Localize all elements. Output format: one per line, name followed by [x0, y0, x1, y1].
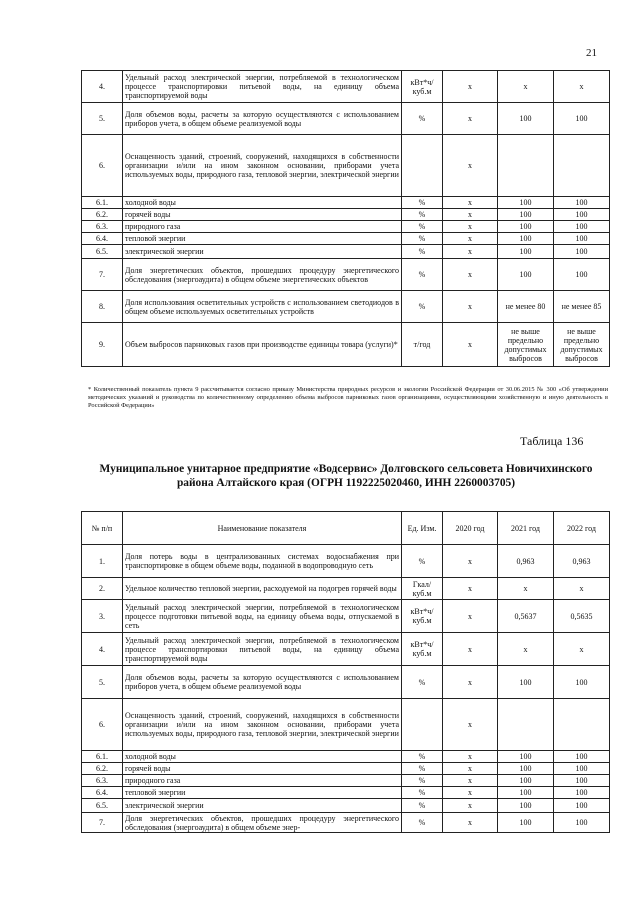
header-num: № п/п [82, 512, 123, 545]
table-row [82, 291, 610, 323]
cell-2021: х [498, 71, 554, 103]
cell-2021: 100 [498, 197, 554, 209]
cell-num: 7. [82, 813, 123, 833]
cell-2020: х [443, 291, 498, 323]
table-label: Таблица 136 [520, 434, 584, 448]
cell-unit: % [402, 799, 443, 813]
cell-2020: х [443, 799, 498, 813]
table-row [82, 209, 610, 221]
cell-2022: 100 [554, 197, 610, 209]
cell-2021: 0,5637 [498, 600, 554, 633]
cell-unit: кВт*ч/ куб.м [402, 71, 443, 103]
cell-2022: 100 [554, 233, 610, 245]
table-row [82, 633, 610, 666]
table-row [82, 699, 610, 751]
cell-2020: х [443, 666, 498, 699]
cell-unit: % [402, 197, 443, 209]
cell-unit: % [402, 233, 443, 245]
cell-2021: 100 [498, 221, 554, 233]
cell-num: 4. [82, 633, 123, 666]
cell-2020: х [443, 578, 498, 600]
cell-2022: 100 [554, 259, 610, 291]
cell-2022: не менее 85 [554, 291, 610, 323]
cell-2022 [554, 135, 610, 197]
table-row [82, 813, 610, 833]
cell-indicator-name: Удельное количество тепловой энергии, расходуемой на подогрев горячей воды [123, 578, 402, 600]
cell-indicator-name: Доля потерь воды в централизованных системах водоснабжения при транспортировке в общем объеме воды, поданной в водопроводную сеть [123, 545, 402, 578]
cell-2022: 100 [554, 245, 610, 259]
cell-indicator-name: холодной воды [123, 197, 402, 209]
cell-2020: х [443, 699, 498, 751]
cell-2022: 100 [554, 775, 610, 787]
cell-num: 5. [82, 103, 123, 135]
cell-indicator-name: Доля энергетических объектов, прошедших процедуру энергетического обследования (энергоаудита) в общем объеме энер- [123, 813, 402, 833]
cell-2022: не выше предельно допустимых выбросов [554, 323, 610, 367]
table-row [82, 666, 610, 699]
cell-num: 5. [82, 666, 123, 699]
cell-num: 6.5. [82, 799, 123, 813]
cell-2022: 100 [554, 799, 610, 813]
cell-indicator-name: горячей воды [123, 209, 402, 221]
cell-2020: х [443, 751, 498, 763]
table-row [82, 135, 610, 197]
header-unit: Ед. Изм. [402, 512, 443, 545]
table-row [82, 259, 610, 291]
cell-2020: х [443, 221, 498, 233]
cell-num: 6. [82, 699, 123, 751]
cell-2020: х [443, 245, 498, 259]
cell-2020: х [443, 103, 498, 135]
header-name: Наименование показателя [123, 512, 402, 545]
cell-2021: 100 [498, 209, 554, 221]
cell-unit: кВт*ч/ куб.м [402, 633, 443, 666]
cell-unit: % [402, 813, 443, 833]
indicators-table-continued [81, 70, 610, 367]
cell-2022: х [554, 578, 610, 600]
table-row [82, 775, 610, 787]
cell-num: 8. [82, 291, 123, 323]
cell-2021: х [498, 633, 554, 666]
cell-indicator-name: тепловой энергии [123, 233, 402, 245]
cell-2020: х [443, 135, 498, 197]
cell-2022: 100 [554, 751, 610, 763]
cell-indicator-name: тепловой энергии [123, 787, 402, 799]
cell-2021: не выше предельно допустимых выбросов [498, 323, 554, 367]
cell-2020: х [443, 209, 498, 221]
cell-2021: 100 [498, 245, 554, 259]
cell-indicator-name: электрической энергии [123, 799, 402, 813]
cell-2021: 100 [498, 666, 554, 699]
header-2022: 2022 год [554, 512, 610, 545]
cell-unit: % [402, 751, 443, 763]
table-row [82, 245, 610, 259]
cell-unit: т/год [402, 323, 443, 367]
cell-unit: % [402, 245, 443, 259]
cell-indicator-name: Доля энергетических объектов, прошедших процедуру энергетического обследования (энергоаудита) в общем объеме энергетических объектов [123, 259, 402, 291]
cell-indicator-name: Доля объемов воды, расчеты за которую осуществляются с использованием приборов учета, в общем объеме реализуемой воды [123, 666, 402, 699]
cell-2022 [554, 699, 610, 751]
cell-2021: 100 [498, 103, 554, 135]
cell-2021: 100 [498, 763, 554, 775]
cell-indicator-name: Доля использования осветительных устройств с использованием светодиодов в общем объеме используемых осветительных устройств [123, 291, 402, 323]
cell-num: 6.1. [82, 751, 123, 763]
table-row [82, 787, 610, 799]
cell-2020: х [443, 71, 498, 103]
cell-2020: х [443, 197, 498, 209]
cell-unit: % [402, 221, 443, 233]
cell-2022: 100 [554, 763, 610, 775]
cell-2020: х [443, 545, 498, 578]
cell-indicator-name: Оснащенность зданий, строений, сооружений, находящихся в собственности организации и/или на ином законном основании, приборами учета используемых воды, природного газа, тепловой энергии, электрической энергии [123, 699, 402, 751]
cell-unit: Гкал/ куб.м [402, 578, 443, 600]
cell-num: 6.1. [82, 197, 123, 209]
cell-num: 3. [82, 600, 123, 633]
cell-2021: 100 [498, 233, 554, 245]
cell-2021: 100 [498, 799, 554, 813]
cell-2021 [498, 699, 554, 751]
cell-indicator-name: Удельный расход электрической энергии, потребляемой в технологическом процессе транспортировки питьевой воды, на единицу объема транспортируемой воды [123, 633, 402, 666]
cell-num: 6. [82, 135, 123, 197]
table-row [82, 197, 610, 209]
cell-2020: х [443, 233, 498, 245]
cell-2021: 100 [498, 259, 554, 291]
cell-unit: % [402, 291, 443, 323]
cell-2020: х [443, 633, 498, 666]
table-row [82, 763, 610, 775]
cell-num: 6.3. [82, 221, 123, 233]
cell-2022: х [554, 71, 610, 103]
cell-unit: % [402, 666, 443, 699]
cell-2022: 0,963 [554, 545, 610, 578]
cell-indicator-name: Удельный расход электрической энергии, потребляемой в технологическом процессе подготовки питьевой воды, на единицу объема воды, отпускаемой в сеть [123, 600, 402, 633]
cell-num: 6.4. [82, 787, 123, 799]
cell-2021: 0,963 [498, 545, 554, 578]
cell-2022: 100 [554, 813, 610, 833]
cell-indicator-name: электрической энергии [123, 245, 402, 259]
cell-indicator-name: Удельный расход электрической энергии, потребляемой в технологическом процессе транспортировки питьевой воды, на единицу объема транспортируемой воды [123, 71, 402, 103]
cell-2020: х [443, 813, 498, 833]
cell-2021: 100 [498, 775, 554, 787]
cell-2022: 100 [554, 787, 610, 799]
cell-num: 4. [82, 71, 123, 103]
footnote: * Количественный показатель пункта 9 рассчитывается согласно приказу Министерства природных ресурсов и экологии Российской Федерации от 30.06.2015 № 300 «Об утверждении методических указаний и руководства по количественному определению объема выбросов парниковых газов организациями, осуществляющими хозяйственную и иную деятельность в Российской Федерации» [88, 386, 608, 409]
cell-num: 7. [82, 259, 123, 291]
cell-num: 6.2. [82, 209, 123, 221]
cell-unit: % [402, 209, 443, 221]
cell-num: 6.5. [82, 245, 123, 259]
cell-2021: х [498, 578, 554, 600]
cell-2020: х [443, 763, 498, 775]
cell-2022: 100 [554, 209, 610, 221]
cell-2021: не менее 80 [498, 291, 554, 323]
cell-unit: % [402, 545, 443, 578]
cell-2021: 100 [498, 751, 554, 763]
table-row [82, 103, 610, 135]
table-row [82, 799, 610, 813]
cell-indicator-name: Объем выбросов парниковых газов при производстве единицы товара (услуги)* [123, 323, 402, 367]
table-row [82, 600, 610, 633]
cell-indicator-name: холодной воды [123, 751, 402, 763]
table-row [82, 578, 610, 600]
cell-unit: % [402, 103, 443, 135]
cell-num: 1. [82, 545, 123, 578]
header-2021: 2021 год [498, 512, 554, 545]
cell-indicator-name: Оснащенность зданий, строений, сооружений, находящихся в собственности организации и/или на ином законном основании, приборами учета используемых воды, природного газа, тепловой энергии, электрической энергии [123, 135, 402, 197]
cell-unit: % [402, 259, 443, 291]
cell-2022: 0,5635 [554, 600, 610, 633]
cell-unit: % [402, 763, 443, 775]
cell-2022: 100 [554, 103, 610, 135]
cell-unit: кВт*ч/ куб.м [402, 600, 443, 633]
table-row [82, 751, 610, 763]
cell-num: 2. [82, 578, 123, 600]
cell-indicator-name: Доля объемов воды, расчеты за которую осуществляются с использованием приборов учета, в общем объеме реализуемой воды [123, 103, 402, 135]
cell-num: 9. [82, 323, 123, 367]
table-row [82, 233, 610, 245]
cell-2020: х [443, 323, 498, 367]
cell-2022: 100 [554, 666, 610, 699]
table-row [82, 221, 610, 233]
header-2020: 2020 год [443, 512, 498, 545]
cell-2020: х [443, 775, 498, 787]
cell-unit: % [402, 775, 443, 787]
cell-unit [402, 699, 443, 751]
table-row [82, 323, 610, 367]
organization-title: Муниципальное унитарное предприятие «Водсервис» Долговского сельсовета Новичихинского района Алтайского края (ОГРН 1192225020460, ИНН 2260003705) [99, 463, 593, 489]
cell-2020: х [443, 787, 498, 799]
cell-indicator-name: природного газа [123, 775, 402, 787]
cell-indicator-name: природного газа [123, 221, 402, 233]
cell-num: 6.3. [82, 775, 123, 787]
table-header-row [82, 512, 610, 545]
page-number: 21 [586, 47, 597, 59]
cell-num: 6.4. [82, 233, 123, 245]
cell-2020: х [443, 259, 498, 291]
cell-unit [402, 135, 443, 197]
cell-indicator-name: горячей воды [123, 763, 402, 775]
cell-2020: х [443, 600, 498, 633]
cell-num: 6.2. [82, 763, 123, 775]
table-row [82, 545, 610, 578]
table-row [82, 71, 610, 103]
cell-2021: 100 [498, 813, 554, 833]
cell-2021 [498, 135, 554, 197]
cell-2022: 100 [554, 221, 610, 233]
cell-2022: х [554, 633, 610, 666]
indicators-table [81, 511, 610, 833]
cell-unit: % [402, 787, 443, 799]
cell-2021: 100 [498, 787, 554, 799]
